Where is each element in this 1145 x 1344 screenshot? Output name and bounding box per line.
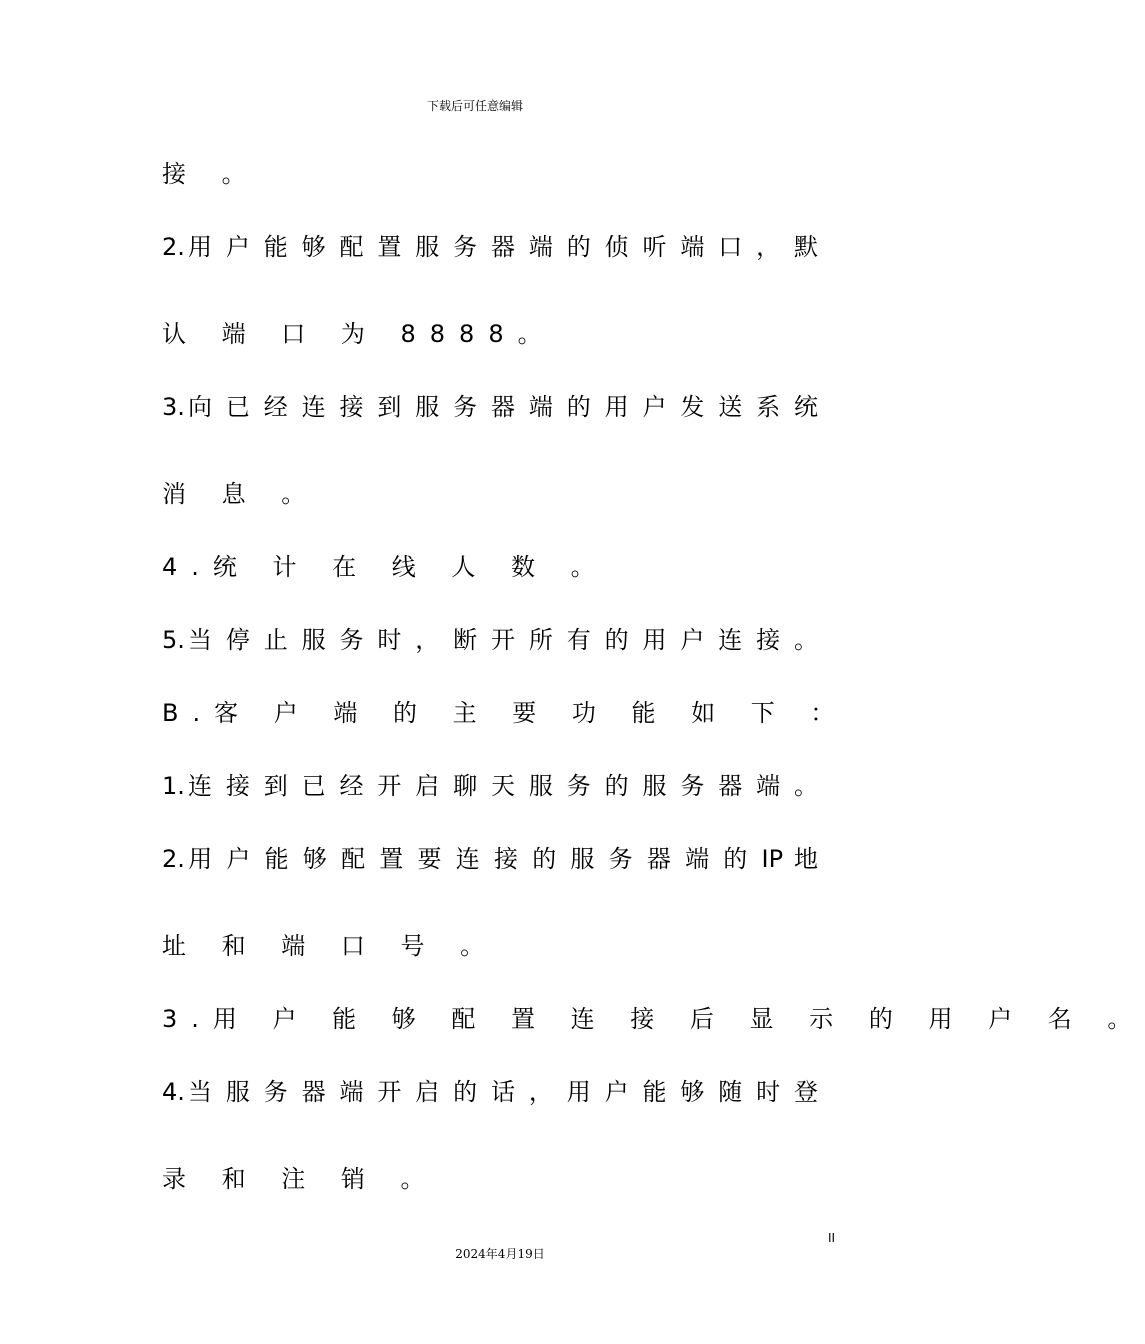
page-header: 下载后可任意编辑 [426,99,523,113]
text-line: 5.当 停 止 服 务 时 ， 断 开 所 有 的 用 户 连 接 。 [162,626,818,654]
text-line: 3.向 已 经 连 接 到 服 务 器 端 的 用 户 发 送 系 统 [162,393,818,421]
text-line: 消 息 。 [162,480,320,508]
text-line: 接 。 [162,160,260,188]
text-line: 3.用 户 能 够 配 置 连 接 后 显 示 的 用 户 名 。 [162,1005,1145,1033]
text-line: 2.用 户 能 够 配 置 要 连 接 的 服 务 器 端 的 IP 地 [162,845,818,873]
text-line: 认 端 口 为 8888。 [162,320,556,348]
page-number: II [828,1231,836,1245]
text-line: 录 和 注 销 。 [162,1165,439,1193]
text-line: 址 和 端 口 号 。 [162,932,499,960]
page-footer-date: 2024年4月19日 [455,1247,545,1261]
text-line: 2.用 户 能 够 配 置 服 务 器 端 的 侦 听 端 口 ， 默 [162,233,818,261]
text-line: B.客 户 端 的 主 要 功 能 如 下 ： [162,699,849,727]
text-line: 1.连 接 到 已 经 开 启 聊 天 服 务 的 服 务 器 端 。 [162,772,818,800]
text-line: 4.当 服 务 器 端 开 启 的 话 ， 用 户 能 够 随 时 登 [162,1078,818,1106]
text-line: 4.统 计 在 线 人 数 。 [162,553,609,581]
